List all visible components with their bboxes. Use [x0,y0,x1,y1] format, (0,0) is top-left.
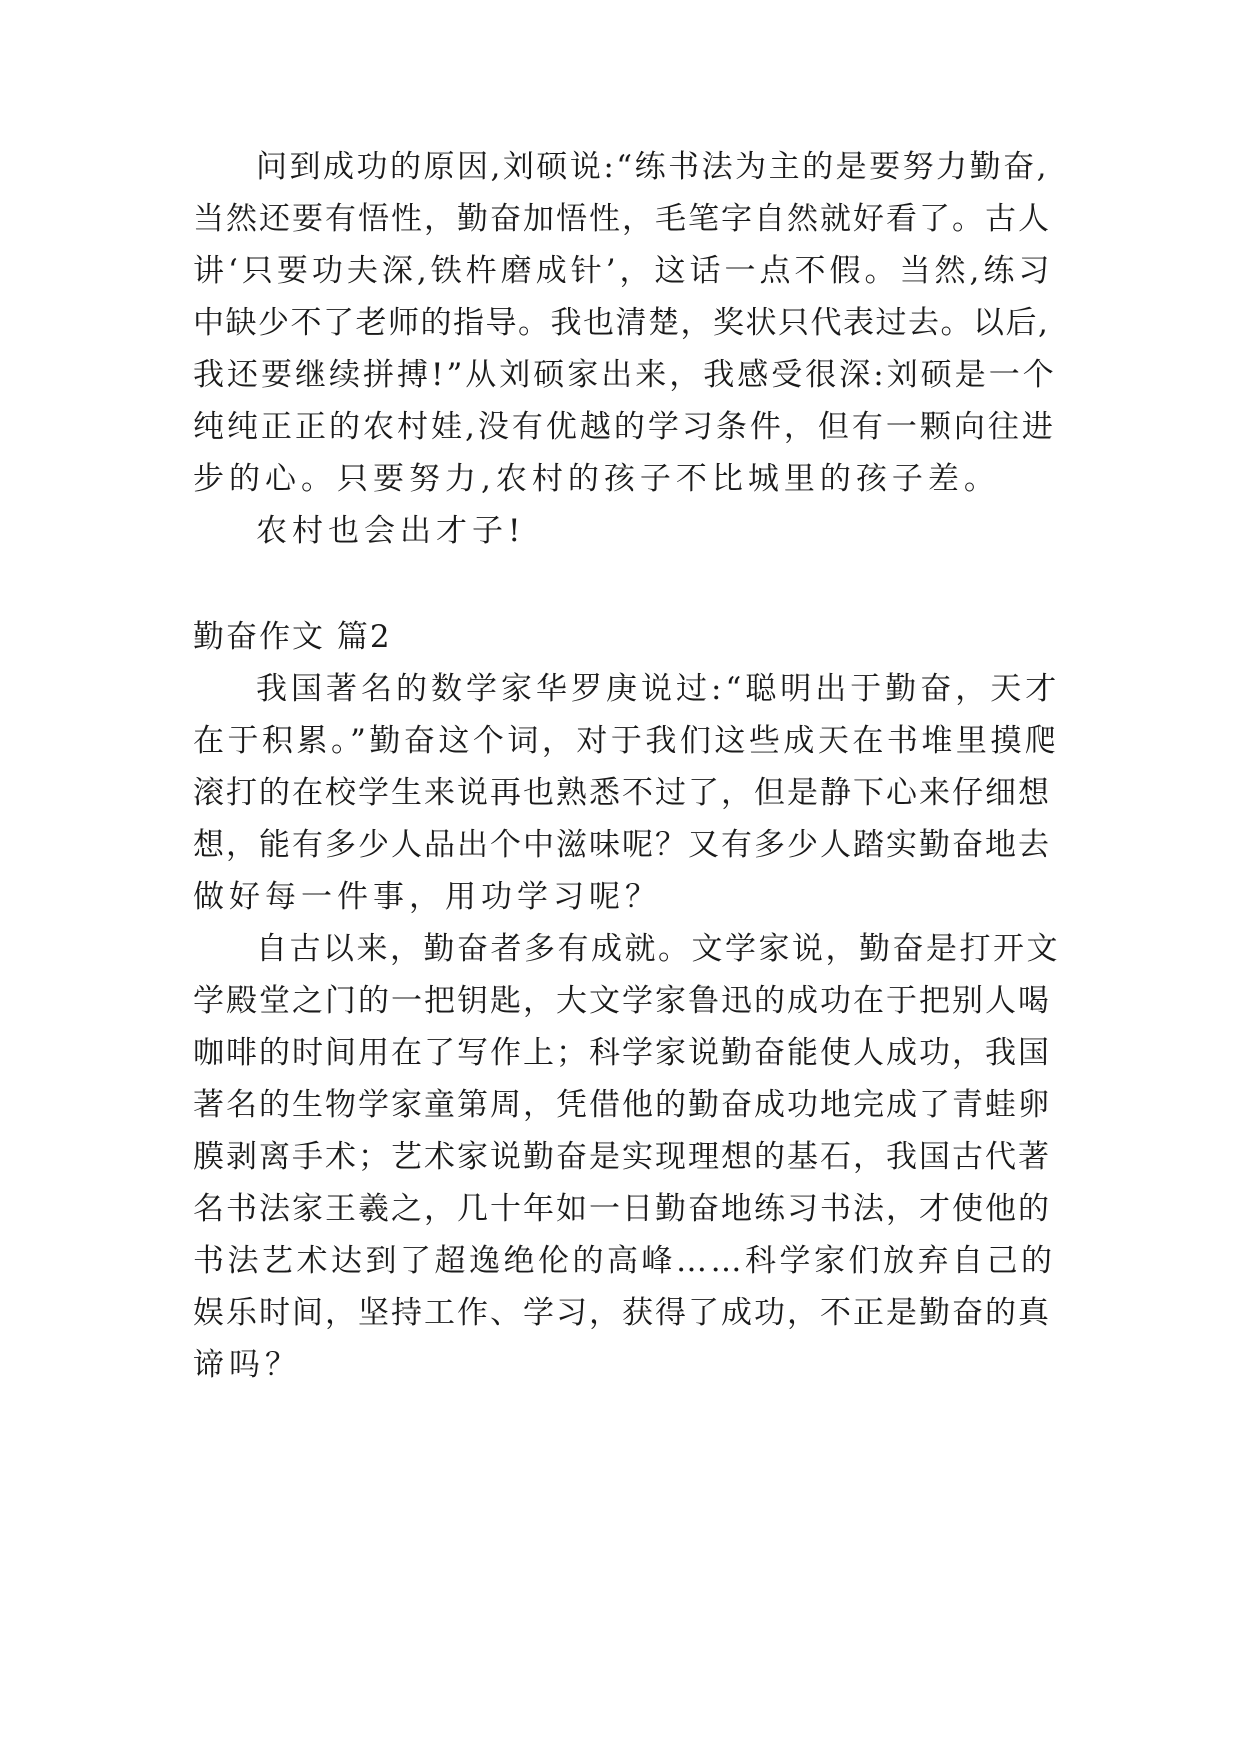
paragraph-line: 做好每一件事，用功学习呢？ [193,879,661,915]
paragraph-line: 自古以来，勤奋者多有成就。文学家说，勤奋是打开文 [256,931,1060,967]
paragraph-line: 步的心。只要努力,农村的孩子不比城里的孩子差。 [193,461,1000,497]
paragraph-line: 想，能有多少人品出个中滋味呢？又有多少人踏实勤奋地去 [193,827,1051,863]
paragraph-line: 讲‘只要功夫深,铁杵磨成针’，这话一点不假。当然,练习 [193,253,1054,289]
paragraph-line: 农村也会出才子! [256,513,526,549]
paragraph-line: 学殿堂之门的一把钥匙，大文学家鲁迅的成功在于把别人喝 [193,983,1051,1019]
paragraph-line: 著名的生物学家童第周，凭借他的勤奋成功地完成了青蛙卵 [193,1087,1051,1123]
paragraph-line: 谛吗？ [193,1347,301,1383]
paragraph-line: 书法艺术达到了超逸绝伦的高峰……科学家们放弃自己的 [193,1243,1056,1279]
paragraph-line: 膜剥离手术；艺术家说勤奋是实现理想的基石，我国古代著 [193,1139,1051,1175]
paragraph-line: 中缺少不了老师的指导。我也清楚，奖状只代表过去。以后, [193,305,1050,341]
paragraph-line: 我国著名的数学家华罗庚说过:“聪明出于勤奋，天才 [256,671,1061,707]
paragraph-line: 我还要继续拼搏!”从刘硕家出来，我感受很深:刘硕是一个 [193,357,1057,393]
paragraph-line: 名书法家王羲之，几十年如一日勤奋地练习书法，才使他的 [193,1191,1051,1227]
paragraph-line: 在于积累。”勤奋这个词，对于我们这些成天在书堆里摸爬 [193,723,1060,759]
paragraph-line: 当然还要有悟性，勤奋加悟性，毛笔字自然就好看了。古人 [193,201,1051,237]
section-heading: 勤奋作文 篇2 [193,619,392,655]
paragraph-line: 问到成功的原因,刘硕说:“练书法为主的是要努力勤奋, [256,149,1049,185]
paragraph-line: 纯纯正正的农村娃,没有优越的学习条件，但有一颗向往进 [193,409,1056,445]
paragraph-line: 娱乐时间，坚持工作、学习，获得了成功，不正是勤奋的真 [193,1295,1051,1331]
paragraph-line: 咖啡的时间用在了写作上；科学家说勤奋能使人成功，我国 [193,1035,1051,1071]
paragraph-line: 滚打的在校学生来说再也熟悉不过了，但是静下心来仔细想 [193,775,1051,811]
